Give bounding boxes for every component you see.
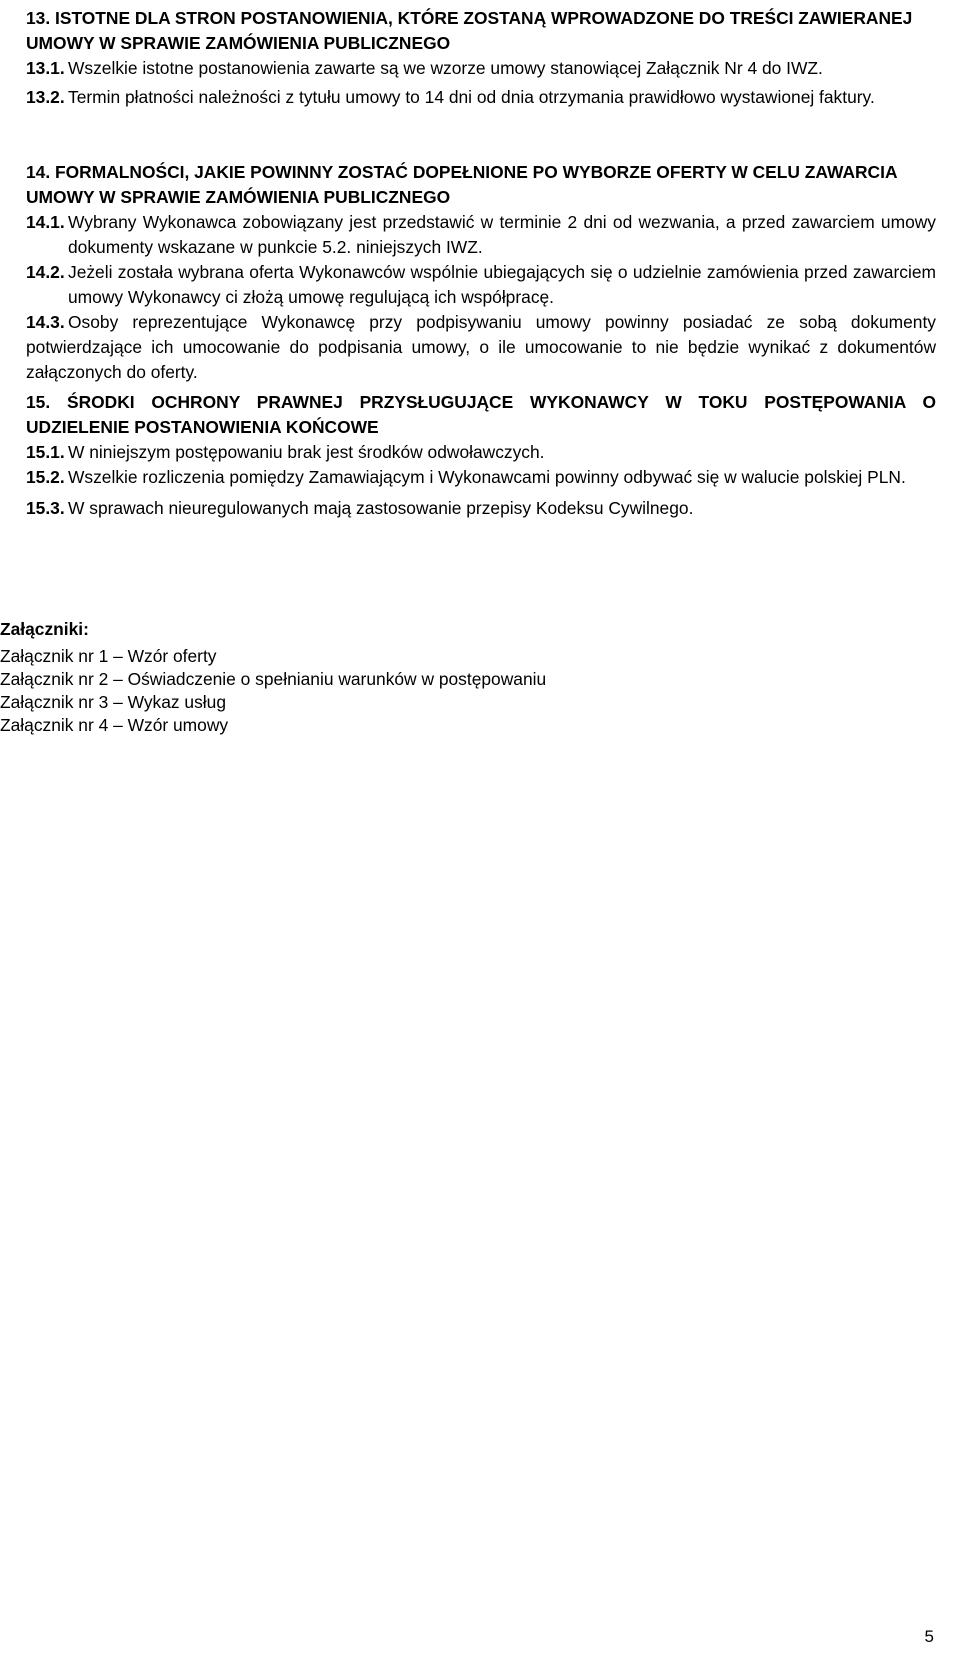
item-number: 13.2. <box>26 87 65 107</box>
item-number: 13.1. <box>26 58 65 78</box>
section-14 <box>26 160 936 385</box>
item-number: 15.2. <box>26 467 65 487</box>
item-text: Termin płatności należności z tytułu umowy to 14 dni od dnia otrzymania prawidłowo wystawionej faktury. <box>68 87 875 107</box>
item-14-2 <box>26 260 936 310</box>
attachment-item: Załącznik nr 1 – Wzór oferty <box>0 646 217 666</box>
item-text: W sprawach nieuregulowanych mają zastosowanie przepisy Kodeksu Cywilnego. <box>68 498 694 518</box>
item-14-1 <box>26 210 936 260</box>
item-15-1 <box>26 440 936 465</box>
section-14-heading: 14. FORMALNOŚCI, JAKIE POWINNY ZOSTAĆ DOPEŁNIONE PO WYBORZE OFERTY W CELU ZAWARCIA UMOWY W SPRAWIE ZAMÓWIENIA PUBLICZNEGO <box>26 162 897 207</box>
attachments-title: Załączniki: <box>0 619 89 639</box>
item-text: W niniejszym postępowaniu brak jest środków odwoławczych. <box>68 442 545 462</box>
item-number: 14.2. <box>26 262 65 282</box>
item-15-3 <box>26 496 936 521</box>
item-text: Wszelkie istotne postanowienia zawarte są we wzorze umowy stanowiącej Załącznik Nr 4 do IWZ. <box>68 58 823 78</box>
section-13 <box>26 6 936 110</box>
item-text: Osoby reprezentujące Wykonawcę przy podpisywaniu umowy powinny posiadać ze sobą dokumenty potwierdzające ich umocowanie do podpisania umowy, o ile umocowanie to nie będzie wynikać z dokumentów załączonych do oferty. <box>26 312 936 382</box>
attachments <box>0 617 900 738</box>
attachment-item: Załącznik nr 3 – Wykaz usług <box>0 692 227 712</box>
section-13-heading: 13. ISTOTNE DLA STRON POSTANOWIENIA, KTÓRE ZOSTANĄ WPROWADZONE DO TREŚCI ZAWIERANEJ UMOWY W SPRAWIE ZAMÓWIENIA PUBLICZNEGO <box>26 8 913 53</box>
item-14-3 <box>26 310 936 385</box>
section-15 <box>26 390 936 521</box>
attachment-item: Załącznik nr 2 – Oświadczenie o spełnianiu warunków w postępowaniu <box>0 669 547 689</box>
item-text: Wybrany Wykonawca zobowiązany jest przedstawić w terminie 2 dni od wezwania, a przed zawarciem umowy dokumenty wskazane w punkcie 5.2. niniejszych IWZ. <box>68 212 936 257</box>
attachment-item: Załącznik nr 4 – Wzór umowy <box>0 715 229 735</box>
item-number: 15.1. <box>26 442 65 462</box>
item-text: Wszelkie rozliczenia pomiędzy Zamawiającym i Wykonawcami powinny odbywać się w walucie polskiej PLN. <box>68 467 906 487</box>
item-number: 14.3. <box>26 312 65 332</box>
page-number: 5 <box>924 1627 934 1646</box>
item-13-2 <box>26 85 936 110</box>
item-number: 15.3. <box>26 498 65 518</box>
item-text: Jeżeli została wybrana oferta Wykonawców wspólnie ubiegających się o udzielnie zamówienia przed zawarciem umowy Wykonawcy ci złożą umowę regulującą ich współpracę. <box>68 262 936 307</box>
item-15-2 <box>26 465 936 490</box>
item-number: 14.1. <box>26 212 65 232</box>
section-15-heading: 15. ŚRODKI OCHRONY PRAWNEJ PRZYSŁUGUJĄCE WYKONAWCY W TOKU POSTĘPOWANIA O UDZIELENIE POSTANOWIENIA KOŃCOWE <box>26 392 936 437</box>
item-13-1 <box>26 56 936 81</box>
